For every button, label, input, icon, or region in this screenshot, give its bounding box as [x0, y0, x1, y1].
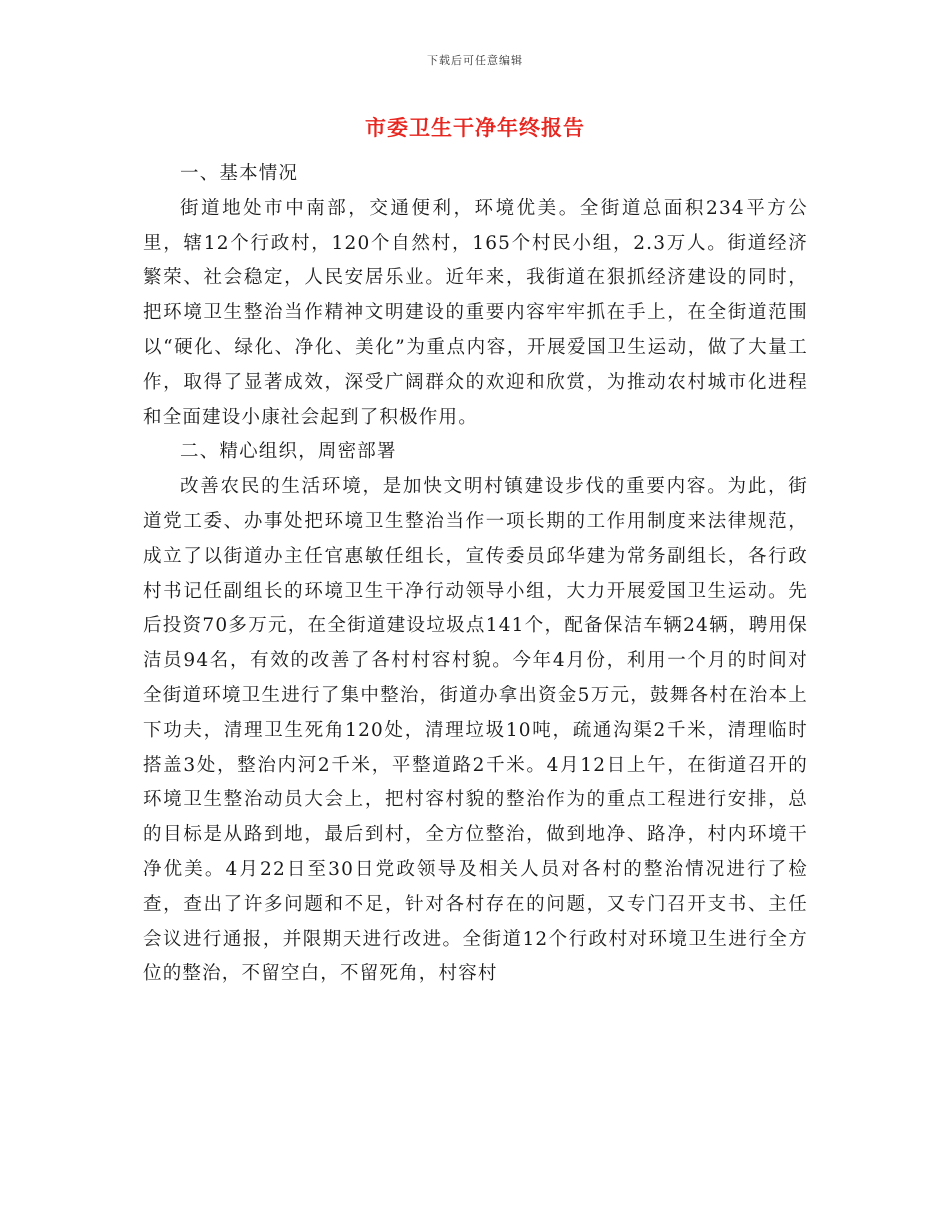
document-body	[143, 157, 808, 992]
paragraph-organization: 改善农民的生活环境，是加快文明村镇建设步伐的重要内容。为此，街道党工委、办事处把环境卫生整治当作一项长期的工作用制度来法律规范，成立了以街道办主任官惠敏任组长，宣传委员邱华建为常务副组长，各行政村书记任副组长的环境卫生干净行动领导小组，大力开展爱国卫生运动。先后投资70多万元，在全街道建设垃圾点141个，配备保洁车辆24辆，聘用保洁员94名，有效的改善了各村村容村貌。今年4月份，利用一个月的时间对全街道环境卫生进行了集中整治，街道办拿出资金5万元，鼓舞各村在治本上下功夫，清理卫生死角120处，清理垃圾10吨，疏通沟渠2千米，清理临时搭盖3处，整治内河2千米，平整道路2千米。4月12日上午，在街道召开的环境卫生整治动员大会上，把村容村貌的整治作为的重点工程进行安排，总的目标是从路到地，最后到村，全方位整治，做到地净、路净，村内环境干净优美。4月22日至30日党政领导及相关人员对各村的整治情况进行了检查，查出了许多问题和不足，针对各村存在的问题，又专门召开支书、主任会议进行通报，并限期天进行改进。全街道12个行政村对环境卫生进行全方位的整治，不留空白，不留死角，村容村	[143, 476, 808, 985]
page-header-note: 下载后可任意编辑	[427, 54, 523, 67]
document-title: 市委卫生干净年终报告	[365, 116, 585, 140]
paragraph-basic-situation: 街道地处市中南部，交通便利，环境优美。全街道总面积234平方公里，辖12个行政村，120个自然村，165个村民小组，2.3万人。街道经济繁荣、社会稳定，人民安居乐业。近年来，我街道在狠抓经济建设的同时，把环境卫生整治当作精神文明建设的重要内容牢牢抓在手上，在全街道范围以“硬化、绿化、净化、美化”为重点内容，开展爱国卫生运动，做了大量工作，取得了显著成效，深受广阔群众的欢迎和欣赏，为推动农村城市化进程和全面建设小康社会起到了积极作用。	[143, 197, 808, 428]
section-heading-organization: 二、精心组织，周密部署	[180, 441, 397, 463]
section-heading-basic-situation: 一、基本情况	[180, 163, 299, 184]
